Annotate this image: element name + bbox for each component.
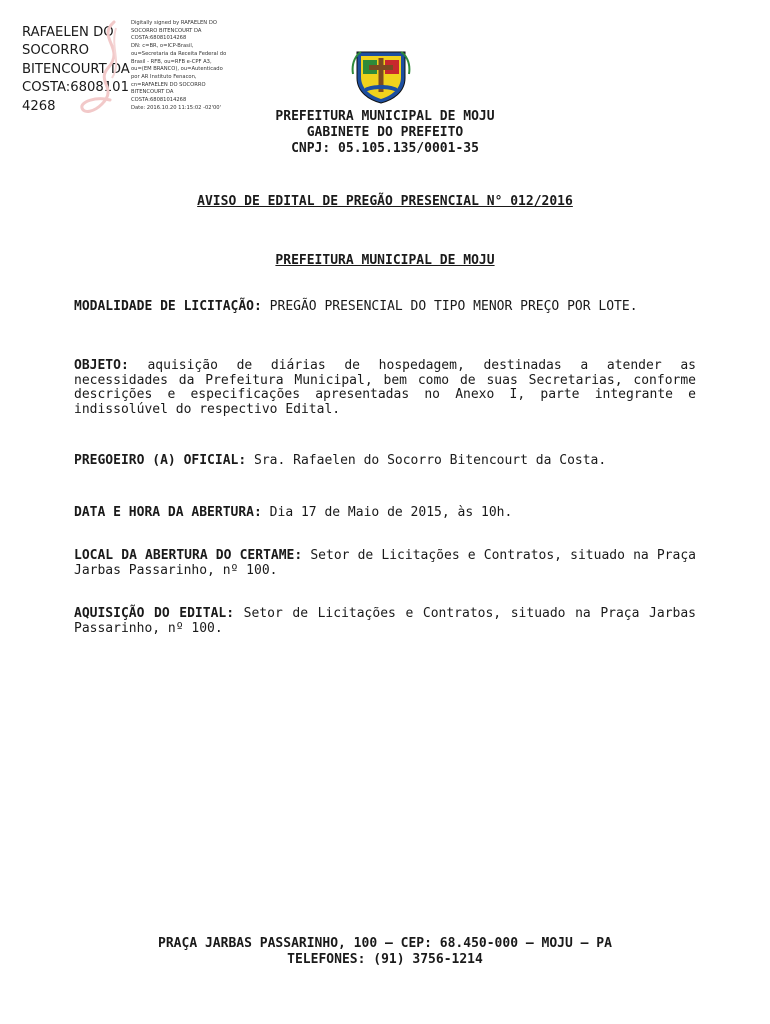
field-label: PREGOEIRO (A) OFICIAL: (74, 453, 247, 468)
signature-detail-line: COSTA:68081014268 (131, 35, 187, 42)
signature-detail-line: BITENCOURT DA (131, 89, 174, 96)
handwritten-signature-mark (66, 18, 136, 116)
signature-details (131, 20, 243, 112)
field-value: Sra. Rafaelen do Socorro Bitencourt da Costa. (246, 453, 607, 468)
field-value: aquisição de diárias de hospedagem, destinadas a atender as necessidades da Prefeitura Municipal, bem como de suas Secretarias, conforme descrições e especificações apresentadas no Anexo I, parte integrante e indissolúvel do respectivo Edital. (74, 358, 696, 417)
field-label: MODALIDADE DE LICITAÇÃO: (74, 299, 262, 314)
header-gabinete: GABINETE DO PREFEITO (306, 125, 464, 140)
signature-detail-line: cn=RAFAELEN DO SOCORRO (131, 81, 206, 88)
field-local (74, 549, 696, 578)
field-data-hora (74, 506, 696, 521)
field-value: Setor de Licitações e Contratos, situado na Praça Jarbas Passarinho, nº 100. (74, 548, 696, 578)
field-label: OBJETO: (74, 358, 129, 373)
footer-address: PRAÇA JARBAS PASSARINHO, 100 – CEP: 68.450-000 – MOJU – PA (158, 936, 612, 951)
signature-detail-line: SOCORRO BITENCOURT DA (131, 27, 202, 34)
field-label: LOCAL DA ABERTURA DO CERTAME: (74, 548, 303, 563)
field-label: AQUISIÇÃO DO EDITAL: (74, 606, 235, 621)
notice-title: AVISO DE EDITAL DE PREGÃO PRESENCIAL N° 012/2016 (197, 194, 573, 209)
header-prefeitura: PREFEITURA MUNICIPAL DE MOJU (275, 109, 495, 124)
field-aquisicao (74, 607, 696, 636)
header-cnpj: CNPJ: 05.105.135/0001-35 (291, 141, 479, 156)
field-label: DATA E HORA DA ABERTURA: (74, 505, 262, 520)
field-modalidade (74, 300, 696, 315)
signer-name-line: BITENCOURT DA (22, 61, 130, 77)
field-pregoeiro (74, 454, 696, 469)
signature-detail-line: Brasil - RFB, ou=RFB e-CPF A3, (131, 58, 212, 65)
signature-detail-line: Digitally signed by RAFAELEN DO (131, 20, 217, 26)
section-title: PREFEITURA MUNICIPAL DE MOJU (275, 253, 495, 268)
signature-detail-line: ou=Secretaria da Receita Federal do (131, 50, 227, 57)
signer-name-line: RAFAELEN DO (22, 25, 114, 40)
signature-detail-line: COSTA:68081014268 (131, 97, 187, 104)
field-value: PREGÃO PRESENCIAL DO TIPO MENOR PREÇO POR LOTE. (261, 299, 638, 314)
signature-detail-line: ou=(EM BRANCO), ou=Autenticado (131, 66, 223, 73)
signer-name-line: COSTA:6808101 (22, 80, 129, 96)
signer-name-line: 4268 (22, 98, 56, 114)
footer-phone: TELEFONES: (91) 3756-1214 (287, 952, 483, 967)
field-value: Dia 17 de Maio de 2015, às 10h. (261, 505, 513, 520)
signer-name-line: SOCORRO (22, 43, 90, 59)
signature-detail-line: DN: c=BR, o=ICP-Brasil, (131, 43, 194, 50)
field-value: Setor de Licitações e Contratos, situado na Praça Jarbas Passarinho, nº 100. (74, 606, 696, 636)
signature-detail-line: Date: 2016.10.20 11:15:02 -02'00' (131, 104, 222, 111)
field-objeto (74, 359, 696, 417)
signature-detail-line: por AR Instituto Fenacon, (131, 73, 197, 80)
municipal-crest-icon (351, 48, 411, 104)
